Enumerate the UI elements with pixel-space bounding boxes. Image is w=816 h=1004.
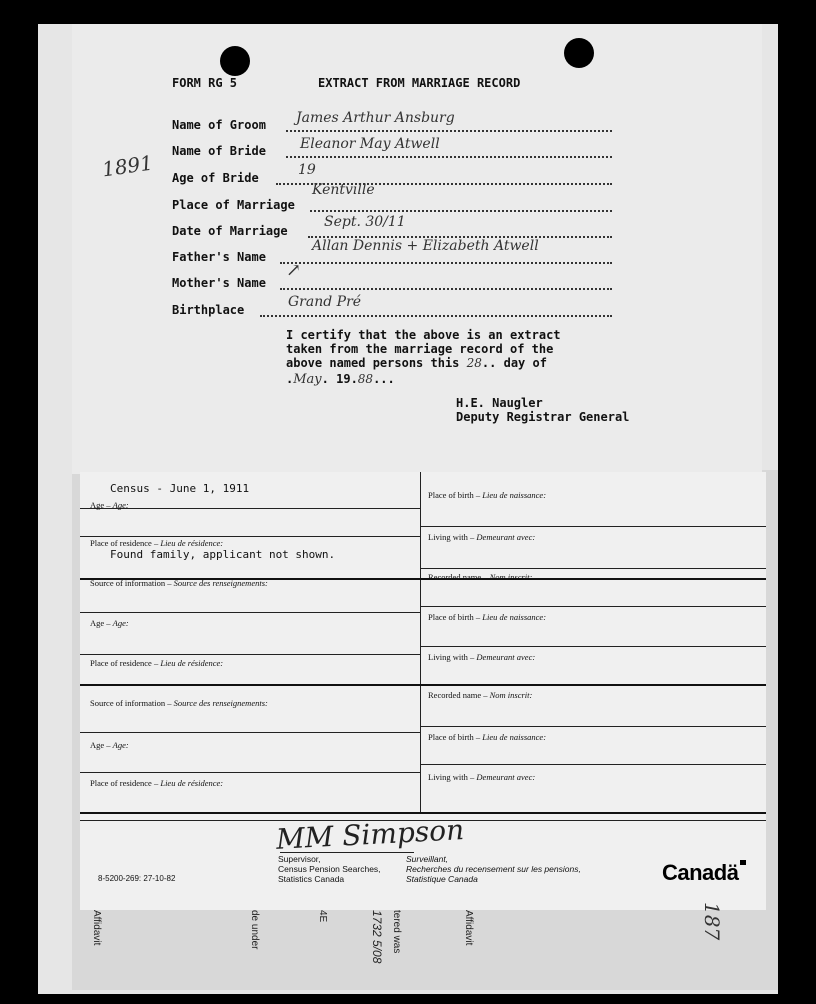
certify-line-1: I certify that the above is an extract bbox=[286, 328, 561, 342]
rule bbox=[80, 508, 420, 509]
census-header: Census - June 1, 1911 bbox=[110, 482, 250, 495]
father-value: Allan Dennis + Elizabeth Atwell bbox=[312, 238, 539, 254]
marriage-place-label: Place of Marriage bbox=[172, 198, 295, 212]
rule bbox=[420, 568, 766, 569]
rule bbox=[420, 764, 766, 765]
birth-label-1: Place of birth – Lieu de naissance: bbox=[428, 490, 547, 500]
signature-line bbox=[280, 852, 414, 853]
rule bbox=[420, 646, 766, 647]
rule bbox=[80, 812, 766, 814]
birthplace-value: Grand Pré bbox=[288, 294, 362, 310]
age-label-2: Age – Age: bbox=[90, 618, 129, 628]
rule bbox=[420, 606, 766, 607]
signer-title: Deputy Registrar General bbox=[456, 410, 630, 424]
rule bbox=[80, 684, 766, 686]
age-label-1: Age – Age: bbox=[90, 500, 129, 510]
groom-label: Name of Groom bbox=[172, 118, 266, 132]
certify-line-3: above named persons this 28.. day of bbox=[286, 356, 547, 370]
birth-label-3: Place of birth – Lieu de naissance: bbox=[428, 732, 547, 742]
certify-line-3b: day of bbox=[503, 356, 547, 370]
under-col-4e: 4E bbox=[317, 910, 328, 923]
signer-name: H.E. Naugler bbox=[456, 396, 543, 410]
residence-label-2: Place of residence – Lieu de résidence: bbox=[90, 658, 224, 668]
under-col-tered: tered was bbox=[391, 910, 402, 954]
form-id: FORM RG 5 bbox=[172, 76, 238, 90]
living-label-1: Living with – Demeurant avec: bbox=[428, 532, 536, 542]
under-col-affidavit: Affidavit bbox=[91, 910, 102, 946]
source-label-2: Source of information – Source des renseignements: bbox=[90, 698, 268, 708]
living-label-2: Living with – Demeurant avec: bbox=[428, 652, 536, 662]
form-code: 8-5200-269: 27-10-82 bbox=[98, 874, 176, 883]
census-center-divider bbox=[420, 472, 421, 812]
certify-line-2: taken from the marriage record of the bbox=[286, 342, 554, 356]
certify-month: May bbox=[293, 372, 322, 387]
rule bbox=[80, 732, 420, 733]
certify-day: 28 bbox=[466, 356, 482, 370]
marriage-place-value: Kentville bbox=[312, 182, 375, 198]
census-form bbox=[80, 472, 766, 910]
living-label-3: Living with – Demeurant avec: bbox=[428, 772, 536, 782]
marriage-place-dots bbox=[310, 210, 612, 212]
bride-age-label: Age of Bride bbox=[172, 171, 259, 185]
recorded-label-1: Recorded name – Nom inscrit: bbox=[428, 572, 533, 582]
marriage-date-label: Date of Marriage bbox=[172, 224, 288, 238]
birthplace-dots bbox=[260, 315, 612, 317]
certify-year-prefix: 19 bbox=[336, 372, 351, 386]
source-label-1: Source of information – Source des renseignements: bbox=[90, 578, 268, 588]
birthplace-label: Birthplace bbox=[172, 303, 245, 317]
certify-line-3a: above named persons this bbox=[286, 356, 460, 370]
age-label-3: Age – Age: bbox=[90, 740, 129, 750]
marriage-date-value: Sept. 30/11 bbox=[324, 214, 406, 230]
bride-label: Name of Bride bbox=[172, 144, 266, 158]
mother-label: Mother's Name bbox=[172, 276, 266, 290]
supervisor-en: Supervisor, Census Pension Searches, Statistics Canada bbox=[278, 854, 381, 884]
rule bbox=[80, 536, 420, 537]
marriage-extract-sheet bbox=[72, 24, 762, 474]
residence-label-1: Place of residence – Lieu de résidence: bbox=[90, 538, 224, 548]
certify-line-4: .May. 19.88... bbox=[286, 372, 395, 387]
form-title: EXTRACT FROM MARRIAGE RECORD bbox=[318, 76, 521, 90]
certify-year: 88 bbox=[357, 372, 374, 386]
rule bbox=[80, 772, 420, 773]
supervisor-fr: Surveillant, Recherches du recensement sur les pensions, Statistique Canada bbox=[406, 854, 581, 884]
residence-label-3: Place of residence – Lieu de résidence: bbox=[90, 778, 224, 788]
under-col-handwritten: 1732 5/08 bbox=[370, 910, 384, 964]
bride-age-value: 19 bbox=[298, 162, 316, 178]
canada-flag-icon bbox=[740, 860, 746, 865]
punch-hole-left bbox=[220, 46, 250, 76]
rule bbox=[80, 654, 420, 655]
groom-dots bbox=[286, 130, 612, 132]
groom-value: James Arthur Ansburg bbox=[296, 110, 455, 126]
recorded-label-2: Recorded name – Nom inscrit: bbox=[428, 690, 533, 700]
birth-label-2: Place of birth – Lieu de naissance: bbox=[428, 612, 547, 622]
under-col-affidavit-2: Affidavit bbox=[463, 910, 474, 946]
bride-value: Eleanor May Atwell bbox=[300, 136, 440, 152]
canada-wordmark: Canadä bbox=[662, 860, 739, 885]
bride-dots bbox=[286, 156, 612, 158]
punch-hole-right bbox=[564, 38, 594, 68]
residence-value-1: Found family, applicant not shown. bbox=[110, 548, 336, 561]
father-dots bbox=[280, 262, 612, 264]
rule bbox=[420, 726, 766, 727]
rule bbox=[80, 612, 420, 613]
mother-value-arrow: ↗ bbox=[286, 260, 302, 281]
supervisor-signature: MM Simpson bbox=[275, 813, 465, 856]
father-label: Father's Name bbox=[172, 250, 266, 264]
rule bbox=[420, 526, 766, 527]
mother-dots bbox=[280, 288, 612, 290]
margin-note-year: 1891 bbox=[100, 150, 155, 182]
under-col-under: de under bbox=[249, 910, 260, 950]
margin-number-right: 187 bbox=[700, 902, 724, 941]
